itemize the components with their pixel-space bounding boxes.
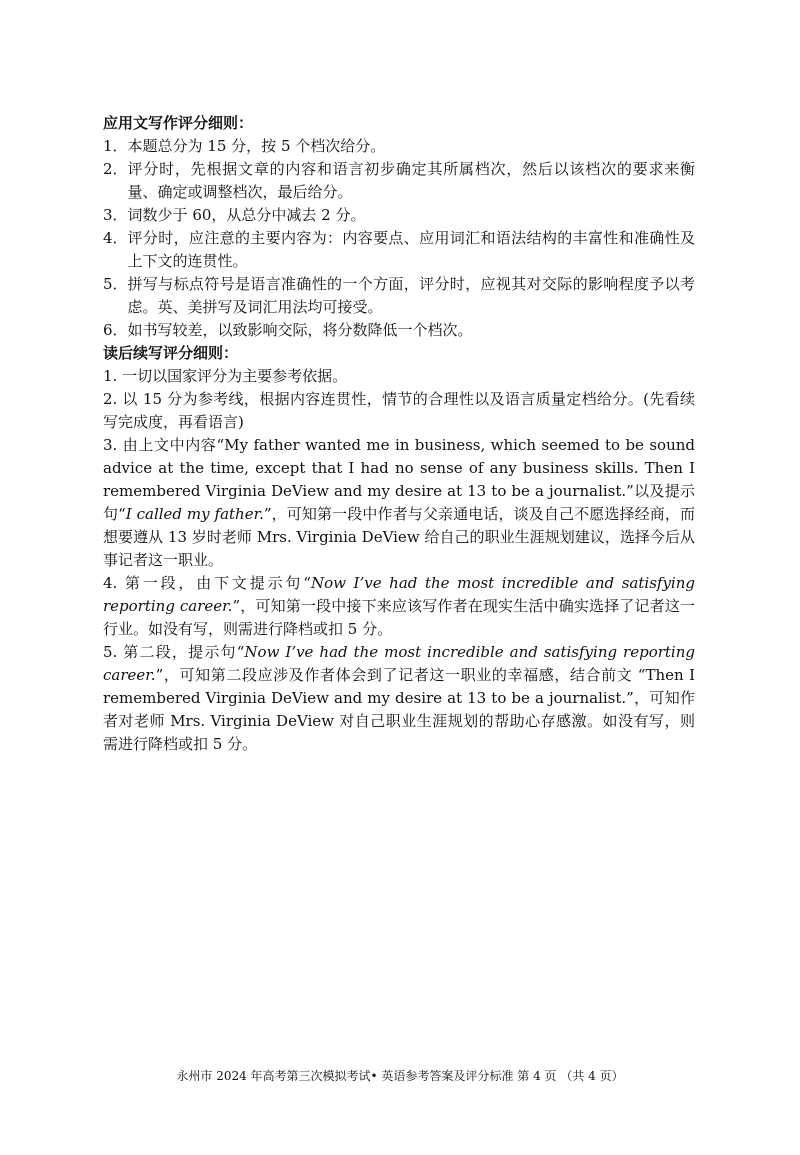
item-number: 4． <box>103 229 128 247</box>
rule-paragraph-3 <box>103 434 695 572</box>
prompt-sentence: Now I’ve had the most incredible and satisfying reporting career. <box>103 574 695 615</box>
rule-paragraph-5 <box>103 641 695 756</box>
item-number: 3． <box>103 206 128 224</box>
list-item <box>103 204 695 227</box>
list-item <box>103 319 695 342</box>
page-footer: 永州市 2024 年高考第三次模拟考试• 英语参考答案及评分标准 第 4 页 （共 4 页） <box>176 1069 624 1083</box>
section-heading-continuation: 读后续写评分细则： <box>103 344 239 362</box>
document-body <box>103 112 695 756</box>
paragraph-text: ”，可知第一段中接下来应该写作者在现实生活中确实选择了记者这一行业。如没有写，则需进行降档或扣 5 分。 <box>103 597 696 638</box>
list-item <box>103 273 695 319</box>
paragraph-text: 5. 第二段，提示句“ <box>103 643 245 661</box>
list-item <box>103 227 695 273</box>
list-item <box>103 135 695 158</box>
item-number: 5． <box>103 275 128 293</box>
paragraph-text: ”，可知第二段应涉及作者体会到了记者这一职业的幸福感，结合前文 “Then I remembered Virginia DeView and my desire at 13 to be a journalist.”，可知作者对老师 Mrs. Virginia DeView 对自己职业生涯规划的帮助心存感激。如没有写，则需进行降档或扣 5 分。 <box>103 666 695 753</box>
item-text: 拼写与标点符号是语言准确性的一个方面，评分时，应视其对交际的影响程度予以考虑。英、美拼写及词汇用法均可接受。 <box>127 275 695 316</box>
item-text: 如书写较差，以致影响交际，将分数降低一个档次。 <box>127 321 473 339</box>
item-text: 评分时，先根据文章的内容和语言初步确定其所属档次，然后以该档次的要求来衡量、确定或调整档次，最后给分。 <box>127 160 695 201</box>
item-number: 1． <box>103 137 128 155</box>
list-item <box>103 158 695 204</box>
paragraph-text: ”，可知第一段中作者与父亲通电话，谈及自己不愿选择经商，而想要遵从 13 岁时老师 Mrs. Virginia DeView 给自己的职业生涯规划建议，选择今后从事记者这一职业。 <box>103 505 696 569</box>
item-number: 6． <box>103 321 128 339</box>
item-text: 词数少于 60，从总分中减去 2 分。 <box>127 206 366 224</box>
rule-paragraph-4 <box>103 572 695 641</box>
rule-paragraph-1: 1. 一切以国家评分为主要参考依据。 <box>103 367 348 385</box>
prompt-sentence: Now I’ve had the most incredible and satisfying reporting career. <box>103 643 695 684</box>
item-number: 2． <box>103 160 128 178</box>
paragraph-text: 3. 由上文中内容“My father wanted me in business, which seemed to be sound advice at the time, except that I had no sense of any business skills. Then I remembered Virginia DeView and my desire at 13 to be a journalist.”以及提示句“ <box>103 436 695 523</box>
item-text: 本题总分为 15 分，按 5 个档次给分。 <box>127 137 386 155</box>
rule-paragraph-2: 2. 以 15 分为参考线，根据内容连贯性，情节的合理性以及语言质量定档给分。(先看续写完成度，再看语言) <box>103 390 695 431</box>
section-heading-writing: 应用文写作评分细则： <box>103 114 254 132</box>
paragraph-text: 4. 第一段，由下文提示句“ <box>103 574 311 592</box>
prompt-sentence: I called my father. <box>125 505 264 523</box>
item-text: 评分时，应注意的主要内容为：内容要点、应用词汇和语法结构的丰富性和准确性及上下文的连贯性。 <box>127 229 695 270</box>
